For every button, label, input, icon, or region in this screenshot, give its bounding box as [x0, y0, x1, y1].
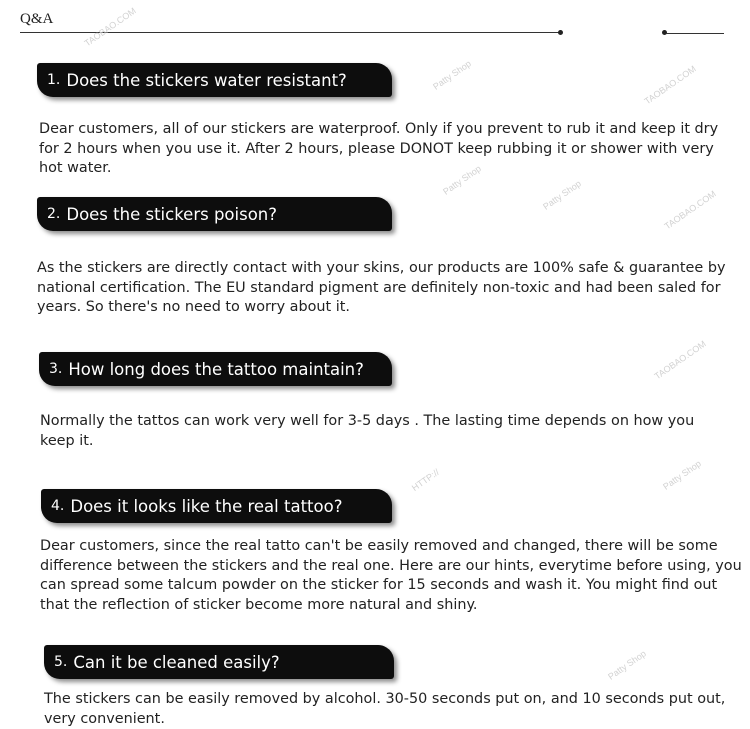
question-number: 1.	[47, 72, 61, 88]
question-bar	[41, 489, 392, 523]
question-number: 5.	[54, 654, 68, 670]
question-text: How long does the tattoo maintain?	[68, 359, 364, 379]
watermark-text: TAOBAO.COM	[662, 188, 718, 232]
question-number: 3.	[49, 361, 63, 377]
question-bar	[44, 645, 394, 679]
answer-text: Dear customers, since the real tatto can't be easily removed and changed, there will be some difference between the stickers and the real one. Here are our hints, everytime before using, you can spread some talcum powder on the sticker for 15 seconds and wash it. You might find out that the reflection of sticker become more natural and shiny.	[40, 538, 742, 614]
header-divider-dot	[558, 30, 563, 35]
header-divider-right	[666, 33, 724, 34]
answer-text: As the stickers are directly contact with your skins, our products are 100% safe & guarantee by national certification. The EU standard pigment are definitely non-toxic and had been saled for years. So there's no need to worry about it.	[37, 260, 726, 316]
answer-text: The stickers can be easily removed by alcohol. 30-50 seconds put on, and 10 seconds put out, very convenient.	[44, 691, 726, 727]
watermark-text: HTTP://	[409, 467, 442, 493]
question-bar	[39, 352, 392, 386]
watermark-text: Patty Shop	[431, 58, 473, 92]
answer-text: Dear customers, all of our stickers are waterproof. Only if you prevent to rub it and keep it dry for 2 hours when you use it. After 2 hours, please DONOT keep rubbing it or shower with very hot water.	[39, 121, 719, 177]
question-number: 4.	[51, 498, 65, 514]
watermark-text: Patty Shop	[541, 178, 583, 212]
question-number: 2.	[47, 206, 61, 222]
question-bar	[37, 197, 392, 231]
question-text: Does it looks like the real tattoo?	[70, 496, 343, 516]
question-bar	[37, 63, 392, 97]
answer-text: Normally the tattos can work very well for 3-5 days . The lasting time depends on how you keep it.	[40, 413, 695, 449]
question-text: Does the stickers water resistant?	[66, 70, 347, 90]
question-text: Can it be cleaned easily?	[73, 652, 280, 672]
question-text: Does the stickers poison?	[66, 204, 278, 224]
watermark-text: Patty Shop	[606, 648, 648, 682]
watermark-text: TAOBAO.COM	[652, 338, 708, 382]
watermark-text: Patty Shop	[441, 163, 483, 197]
watermark-text: TAOBAO.COM	[642, 63, 698, 107]
watermark-text: Patty Shop	[661, 458, 703, 492]
watermark-text: TAOBAO.COM	[82, 5, 138, 49]
page-title: Q&A	[20, 11, 54, 27]
